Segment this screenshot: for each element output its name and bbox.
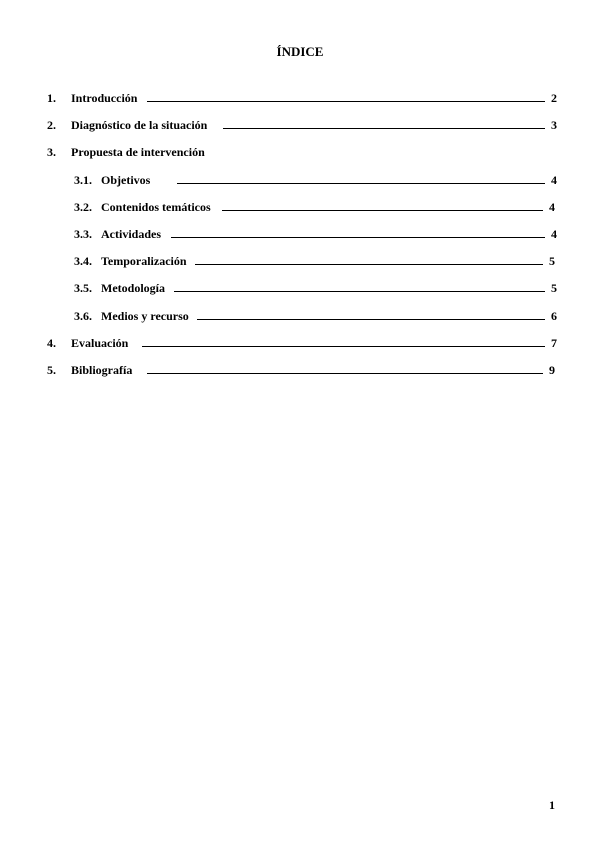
toc-entry-label: Medios y recurso: [101, 309, 189, 323]
toc-entry-label: Temporalización: [101, 254, 187, 268]
toc-entry-metodologia[interactable]: [47, 280, 557, 296]
toc-entry-bibliografia[interactable]: [47, 362, 557, 378]
toc-entry-temporalizacion[interactable]: [47, 253, 557, 269]
toc-entry-page: 5: [549, 254, 555, 268]
toc-entry-label: Propuesta de intervención: [71, 145, 205, 159]
toc-entry-number: 3.6.: [74, 309, 92, 323]
toc-entry-number: 3.1.: [74, 173, 92, 187]
toc-entry-number: 3.5.: [74, 281, 92, 295]
toc-entry-page: 6: [551, 309, 557, 323]
toc-leader-line: [177, 183, 545, 184]
toc-entry-actividades[interactable]: [47, 226, 557, 242]
toc-leader-line: [142, 346, 545, 347]
toc-entry-label: Metodología: [101, 281, 165, 295]
toc-entry-page: 4: [551, 227, 557, 241]
toc-entry-evaluacion[interactable]: [47, 335, 557, 351]
toc-leader-line: [174, 291, 545, 292]
toc-entry-label: Diagnóstico de la situación: [71, 118, 208, 132]
toc-entry-page: 4: [551, 173, 557, 187]
toc-entry-introduccion[interactable]: [47, 90, 557, 106]
toc-entry-number: 5.: [47, 363, 56, 377]
toc-leader-line: [147, 101, 545, 102]
toc-leader-line: [222, 210, 543, 211]
toc-leader-line: [223, 128, 545, 129]
toc-entry-medios[interactable]: [47, 308, 557, 324]
toc-entry-label: Bibliografía: [71, 363, 133, 377]
toc-leader-line: [171, 237, 545, 238]
toc-entry-diagnostico[interactable]: [47, 117, 557, 133]
toc-entry-page: 4: [549, 200, 555, 214]
toc-entry-label: Evaluación: [71, 336, 129, 350]
toc-entry-contenidos[interactable]: [47, 199, 557, 215]
page-number: 1: [549, 798, 555, 812]
toc-entry-number: 3.: [47, 145, 56, 159]
toc-entry-page: 7: [551, 336, 557, 350]
toc-entry-page: 2: [551, 91, 557, 105]
toc-entry-number: 1.: [47, 91, 56, 105]
toc-leader-line: [195, 264, 543, 265]
toc-entry-label: Objetivos: [101, 173, 151, 187]
toc-entry-propuesta[interactable]: [47, 144, 557, 160]
toc-entry-number: 3.2.: [74, 200, 92, 214]
toc-entry-objetivos[interactable]: [47, 172, 557, 188]
toc-entry-number: 2.: [47, 118, 56, 132]
page-title: ÍNDICE: [276, 44, 324, 59]
toc-leader-line: [147, 373, 543, 374]
toc-leader-line: [197, 319, 545, 320]
toc-entry-page: 5: [551, 281, 557, 295]
toc-entry-label: Introducción: [71, 91, 138, 105]
toc-entry-number: 3.4.: [74, 254, 92, 268]
toc-entry-number: 4.: [47, 336, 56, 350]
toc-entry-page: 9: [549, 363, 555, 377]
toc-entry-label: Actividades: [101, 227, 161, 241]
toc-entry-page: 3: [551, 118, 557, 132]
toc-entry-label: Contenidos temáticos: [101, 200, 211, 214]
toc-entry-number: 3.3.: [74, 227, 92, 241]
